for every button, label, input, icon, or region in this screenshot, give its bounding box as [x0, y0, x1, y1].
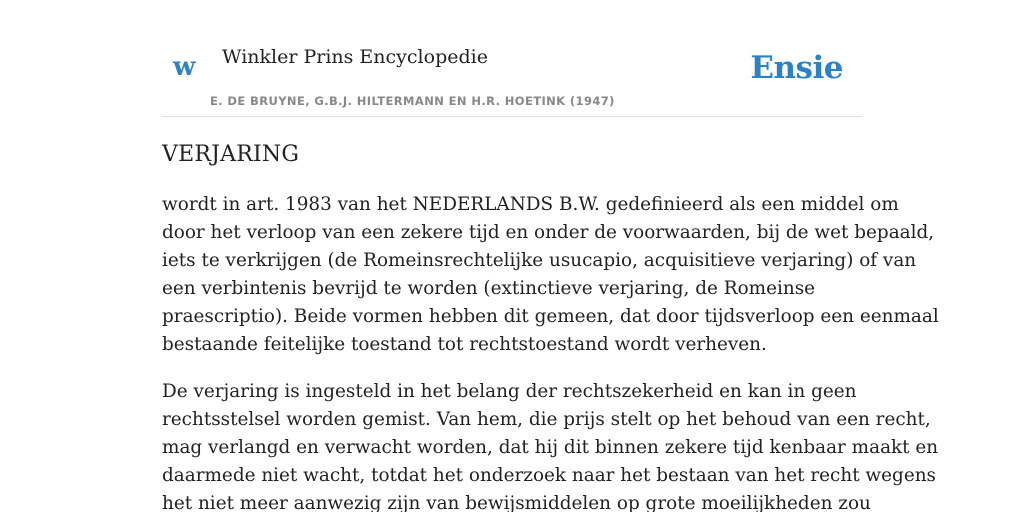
paragraph-line: praescriptio). Beide vormen hebben dit gemeen, dat door tijdsverloop een eenmaal	[162, 306, 939, 327]
paragraph-line: bestaande feitelijke toestand tot rechtstoestand wordt verheven.	[162, 334, 767, 355]
page-header	[162, 0, 862, 117]
ensie-logo[interactable]: Ensie	[750, 50, 843, 86]
paragraph-line: iets te verkrijgen (de Romeinsrechtelijke usucapio, acquisitieve verjaring) of van	[162, 250, 917, 271]
source-authors: E. DE BRUYNE, G.B.J. HILTERMANN EN H.R. HOETINK (1947)	[210, 94, 615, 108]
paragraph-line: daarmede niet wacht, totdat het onderzoek naar het bestaan van het recht wegens	[162, 465, 936, 486]
paragraph-2	[162, 378, 939, 512]
paragraph-line: De verjaring is ingesteld in het belang der rechtszekerheid en kan in geen	[162, 381, 857, 402]
paragraph-1	[162, 191, 939, 359]
article-page	[162, 0, 939, 512]
paragraph-line: wordt in art. 1983 van het NEDERLANDS B.W. gedefinieerd als een middel om	[162, 194, 899, 215]
article-title: VERJARING	[162, 142, 300, 167]
paragraph-line: door het verloop van een zekere tijd en onder de voorwaarden, bij de wet bepaald,	[162, 222, 935, 243]
paragraph-line: het niet meer aanwezig zijn van bewijsmiddelen op grote moeilijkheden zou	[162, 493, 871, 512]
paragraph-line: mag verlangd en verwacht worden, dat hij dit binnen zekere tijd kenbaar maakt en	[162, 437, 939, 458]
paragraph-line: een verbintenis bevrijd te worden (extinctieve verjaring, de Romeinse	[162, 278, 816, 299]
source-title[interactable]: Winkler Prins Encyclopedie	[222, 46, 488, 68]
winkler-prins-logo[interactable]: w	[173, 52, 196, 82]
article-body	[162, 191, 939, 512]
paragraph-line: rechtsstelsel worden gemist. Van hem, die prijs stelt op het behoud van een recht,	[162, 409, 931, 430]
